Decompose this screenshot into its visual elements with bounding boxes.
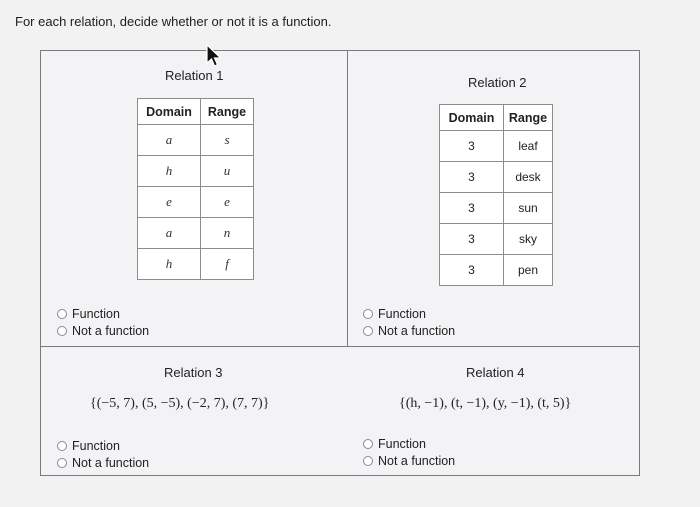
vertical-divider [347,50,348,347]
range-cell: sun [504,193,553,224]
relation-1-title: Relation 1 [165,68,224,83]
radio-button[interactable] [363,326,373,336]
question-prompt: For each relation, decide whether or not it is a function. [15,14,332,29]
range-cell: e [201,187,254,218]
relation-1-not-function-option[interactable] [57,324,149,338]
domain-cell: a [138,125,201,156]
table-row [440,162,553,193]
radio-button[interactable] [57,441,67,451]
range-cell: n [201,218,254,249]
relation-2-function-option[interactable] [363,307,426,321]
option-label: Not a function [72,324,150,338]
relation-4-title: Relation 4 [466,365,525,380]
table-row [138,218,254,249]
relation-2-table [439,104,553,286]
radio-button[interactable] [57,326,67,336]
table-row [440,255,553,286]
relation-2-domain-header: Domain [440,105,504,131]
table-row [138,125,254,156]
domain-cell: h [138,249,201,280]
radio-button[interactable] [57,458,67,468]
relation-3-function-option[interactable] [57,439,120,453]
radio-button[interactable] [363,309,373,319]
table-row [138,187,254,218]
radio-button[interactable] [57,309,67,319]
relation-3-set: {(−5, 7), (5, −5), (−2, 7), (7, 7)} [90,396,270,411]
mouse-pointer-icon [205,44,223,68]
radio-button[interactable] [363,456,373,466]
domain-cell: e [138,187,201,218]
option-label: Not a function [72,456,150,470]
horizontal-divider [40,346,640,347]
domain-cell: 3 [440,131,504,162]
option-label: Function [378,307,426,321]
domain-cell: 3 [440,193,504,224]
domain-cell: 3 [440,162,504,193]
relation-1-function-option[interactable] [57,307,120,321]
relation-1-domain-header: Domain [138,99,201,125]
relation-1-range-header: Range [201,99,254,125]
option-label: Function [72,307,120,321]
range-cell: sky [504,224,553,255]
domain-cell: 3 [440,224,504,255]
option-label: Function [72,439,120,453]
relation-3-title: Relation 3 [164,365,223,380]
table-row [138,156,254,187]
range-cell: leaf [504,131,553,162]
relation-2-range-header: Range [504,105,553,131]
table-row [440,224,553,255]
range-cell: u [201,156,254,187]
range-cell: f [201,249,254,280]
relation-2-not-function-option[interactable] [363,324,455,338]
range-cell: desk [504,162,553,193]
table-row [138,249,254,280]
range-cell: pen [504,255,553,286]
table-row [440,131,553,162]
relation-1-table [137,98,254,280]
relation-2-title: Relation 2 [468,75,527,90]
option-label: Not a function [378,454,456,468]
relation-4-set: {(h, −1), (t, −1), (y, −1), (t, 5)} [399,396,572,411]
domain-cell: h [138,156,201,187]
relation-3-not-function-option[interactable] [57,456,149,470]
option-label: Not a function [378,324,456,338]
table-row [440,193,553,224]
relation-4-not-function-option[interactable] [363,454,455,468]
domain-cell: 3 [440,255,504,286]
range-cell: s [201,125,254,156]
option-label: Function [378,437,426,451]
domain-cell: a [138,218,201,249]
radio-button[interactable] [363,439,373,449]
relation-4-function-option[interactable] [363,437,426,451]
